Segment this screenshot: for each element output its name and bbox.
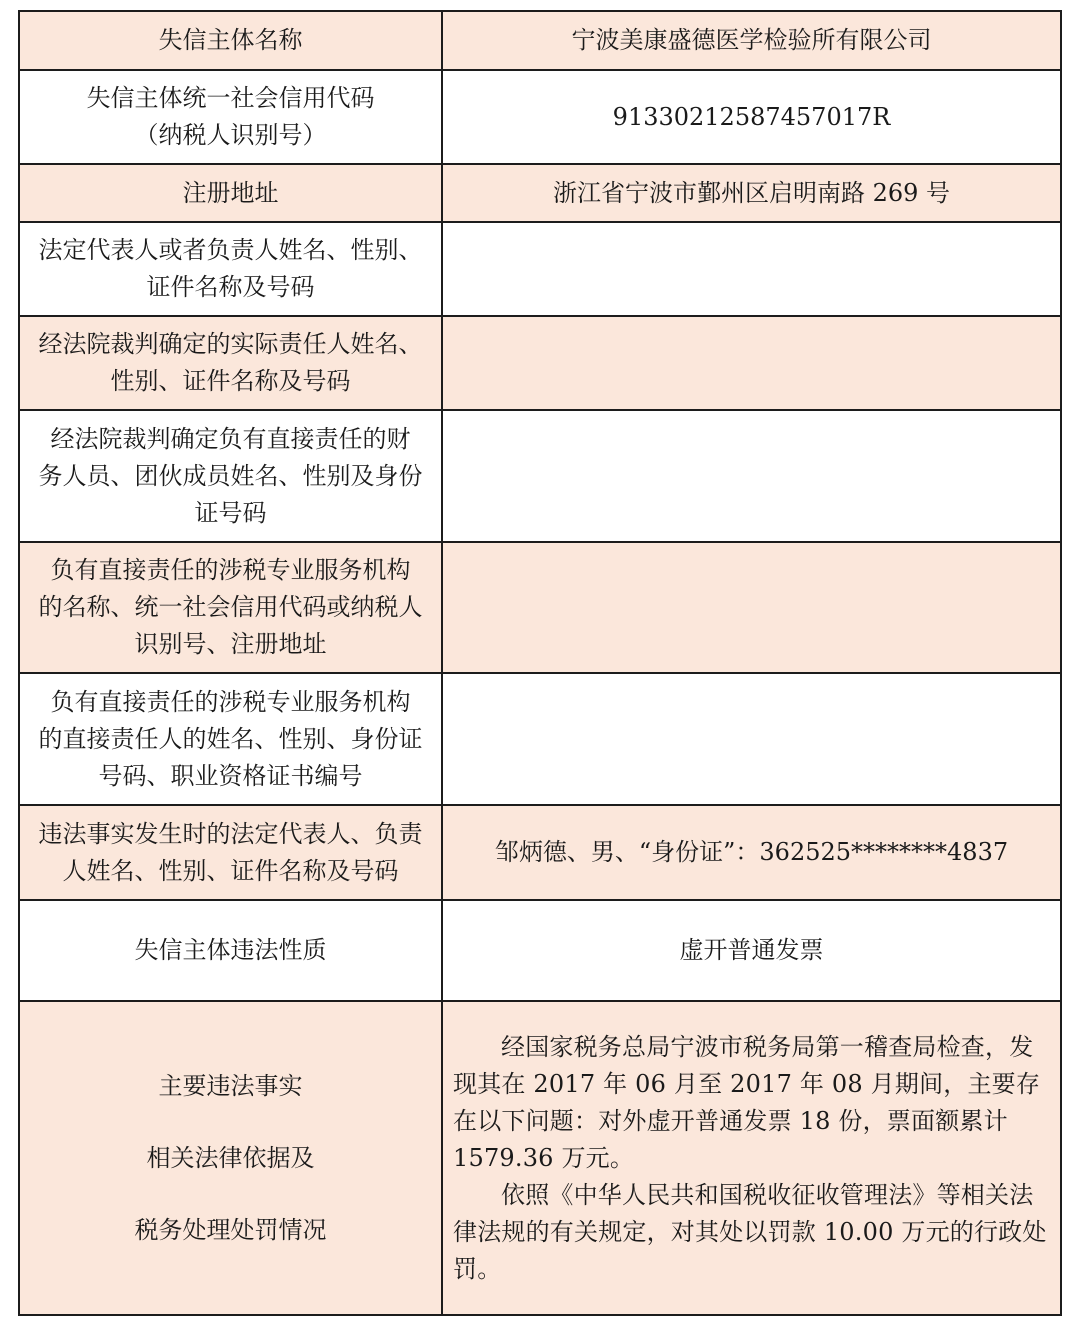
label-tax-agency-person: 负有直接责任的涉税专业服务机构 的直接责任人的姓名、性别、身份证 号码、职业资格证书编号 <box>19 673 442 805</box>
row-actual-responsible-person <box>19 316 1061 410</box>
row-credit-code <box>19 70 1061 164</box>
row-finance-personnel <box>19 410 1061 542</box>
value-registered-address: 浙江省宁波市鄞州区启明南路 269 号 <box>442 164 1061 222</box>
label-legal-basis: 相关法律依据及 <box>146 1143 315 1172</box>
value-tax-agency-person <box>442 673 1061 805</box>
value-credit-code: 91330212587457017R <box>442 70 1061 164</box>
label-tax-penalty: 税务处理处罚情况 <box>134 1215 327 1244</box>
label-tax-agency: 负有直接责任的涉税专业服务机构 的名称、统一社会信用代码或纳税人 识别号、注册地址 <box>19 542 442 673</box>
label-representative-at-violation: 违法事实发生时的法定代表人、负责 人姓名、性别、证件名称及号码 <box>19 805 442 900</box>
label-registered-address: 注册地址 <box>19 164 442 222</box>
facts-paragraph-inspection: 经国家税务总局宁波市税务局第一稽查局检查，发现其在 2017 年 06 月至 2017 年 08 月期间，主要存在以下问题：对外虚开普通发票 18 份，票面额累计 1579.36 万元。 <box>453 1032 1041 1172</box>
row-entity-name <box>19 11 1061 70</box>
value-tax-agency <box>442 542 1061 673</box>
value-finance-personnel <box>442 410 1061 542</box>
label-actual-responsible-person: 经法院裁判确定的实际责任人姓名、 性别、证件名称及号码 <box>19 316 442 410</box>
value-legal-representative <box>442 222 1061 316</box>
label-main-facts <box>19 1001 442 1315</box>
label-credit-code: 失信主体统一社会信用代码 （纳税人识别号） <box>19 70 442 164</box>
value-representative-at-violation: 邹炳德、男、“身份证”：362525********4837 <box>442 805 1061 900</box>
dishonest-entity-info-table <box>18 10 1062 1316</box>
row-violation-nature <box>19 900 1061 1001</box>
row-registered-address <box>19 164 1061 222</box>
label-main-violation-facts: 主要违法事实 <box>158 1071 303 1100</box>
label-violation-nature: 失信主体违法性质 <box>19 900 442 1001</box>
value-entity-name: 宁波美康盛德医学检验所有限公司 <box>442 11 1061 70</box>
value-violation-nature: 虚开普通发票 <box>442 900 1061 1001</box>
row-tax-agency-person <box>19 673 1061 805</box>
row-legal-representative <box>19 222 1061 316</box>
label-legal-representative: 法定代表人或者负责人姓名、性别、 证件名称及号码 <box>19 222 442 316</box>
value-actual-responsible-person <box>442 316 1061 410</box>
label-finance-personnel: 经法院裁判确定负有直接责任的财 务人员、团伙成员姓名、性别及身份 证号码 <box>19 410 442 542</box>
row-representative-at-violation <box>19 805 1061 900</box>
facts-paragraph-penalty: 依照《中华人民共和国税收征收管理法》等相关法律法规的有关规定，对其处以罚款 10.00 万元的行政处罚。 <box>453 1180 1047 1283</box>
row-main-facts <box>19 1001 1061 1315</box>
row-tax-agency <box>19 542 1061 673</box>
label-entity-name: 失信主体名称 <box>19 11 442 70</box>
value-main-facts <box>442 1001 1061 1315</box>
